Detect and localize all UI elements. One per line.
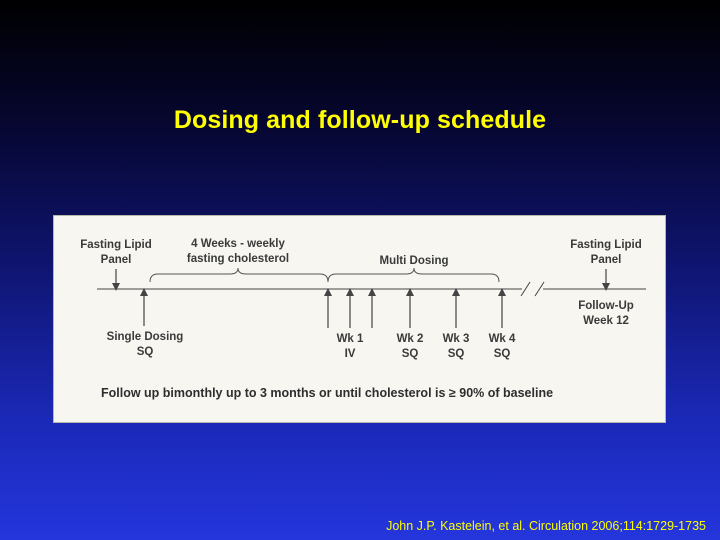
weekly-cholesterol-label-line1: 4 Weeks - weekly [191,238,285,250]
weekly-cholesterol-label-line2: fasting cholesterol [186,253,290,265]
followup-lipid-panel-label-line1: Fasting Lipid [570,239,642,251]
wk4-label-line1: Wk 4 [488,333,516,345]
weekly-brace [150,268,328,282]
timeline-break-mark-2 [535,282,544,296]
multi-dosing-brace [328,268,499,282]
multi-dosing-label: Multi Dosing [379,255,449,267]
single-dosing-label-line2: SQ [136,346,154,358]
wk4-label-line2: SQ [493,348,511,360]
schedule-timeline-svg [54,216,667,424]
schedule-diagram [53,215,666,423]
followup-lipid-panel-label-line2: Panel [590,254,622,266]
wk1-label-line2: IV [344,348,356,360]
followup-note: Follow up bimonthly up to 3 months or until cholesterol is ≥ 90% of baseline [101,386,554,400]
followup-week12-label-line2: Week 12 [583,315,629,327]
wk3-label-line2: SQ [447,348,465,360]
wk1-label-line1: Wk 1 [336,333,364,345]
followup-week12-label-line1: Follow-Up [578,300,634,312]
baseline-lipid-panel-label-line1: Fasting Lipid [80,239,152,251]
wk2-label-line2: SQ [401,348,419,360]
wk2-label-line1: Wk 2 [396,333,424,345]
slide-title: Dosing and follow-up schedule [173,106,547,134]
citation: John J.P. Kastelein, et al. Circulation 2006;114:1729-1735 [386,519,706,533]
single-dosing-label-line1: Single Dosing [106,331,184,343]
timeline-break-mark-1 [521,282,530,296]
baseline-lipid-panel-label-line2: Panel [100,254,132,266]
wk3-label-line1: Wk 3 [442,333,470,345]
